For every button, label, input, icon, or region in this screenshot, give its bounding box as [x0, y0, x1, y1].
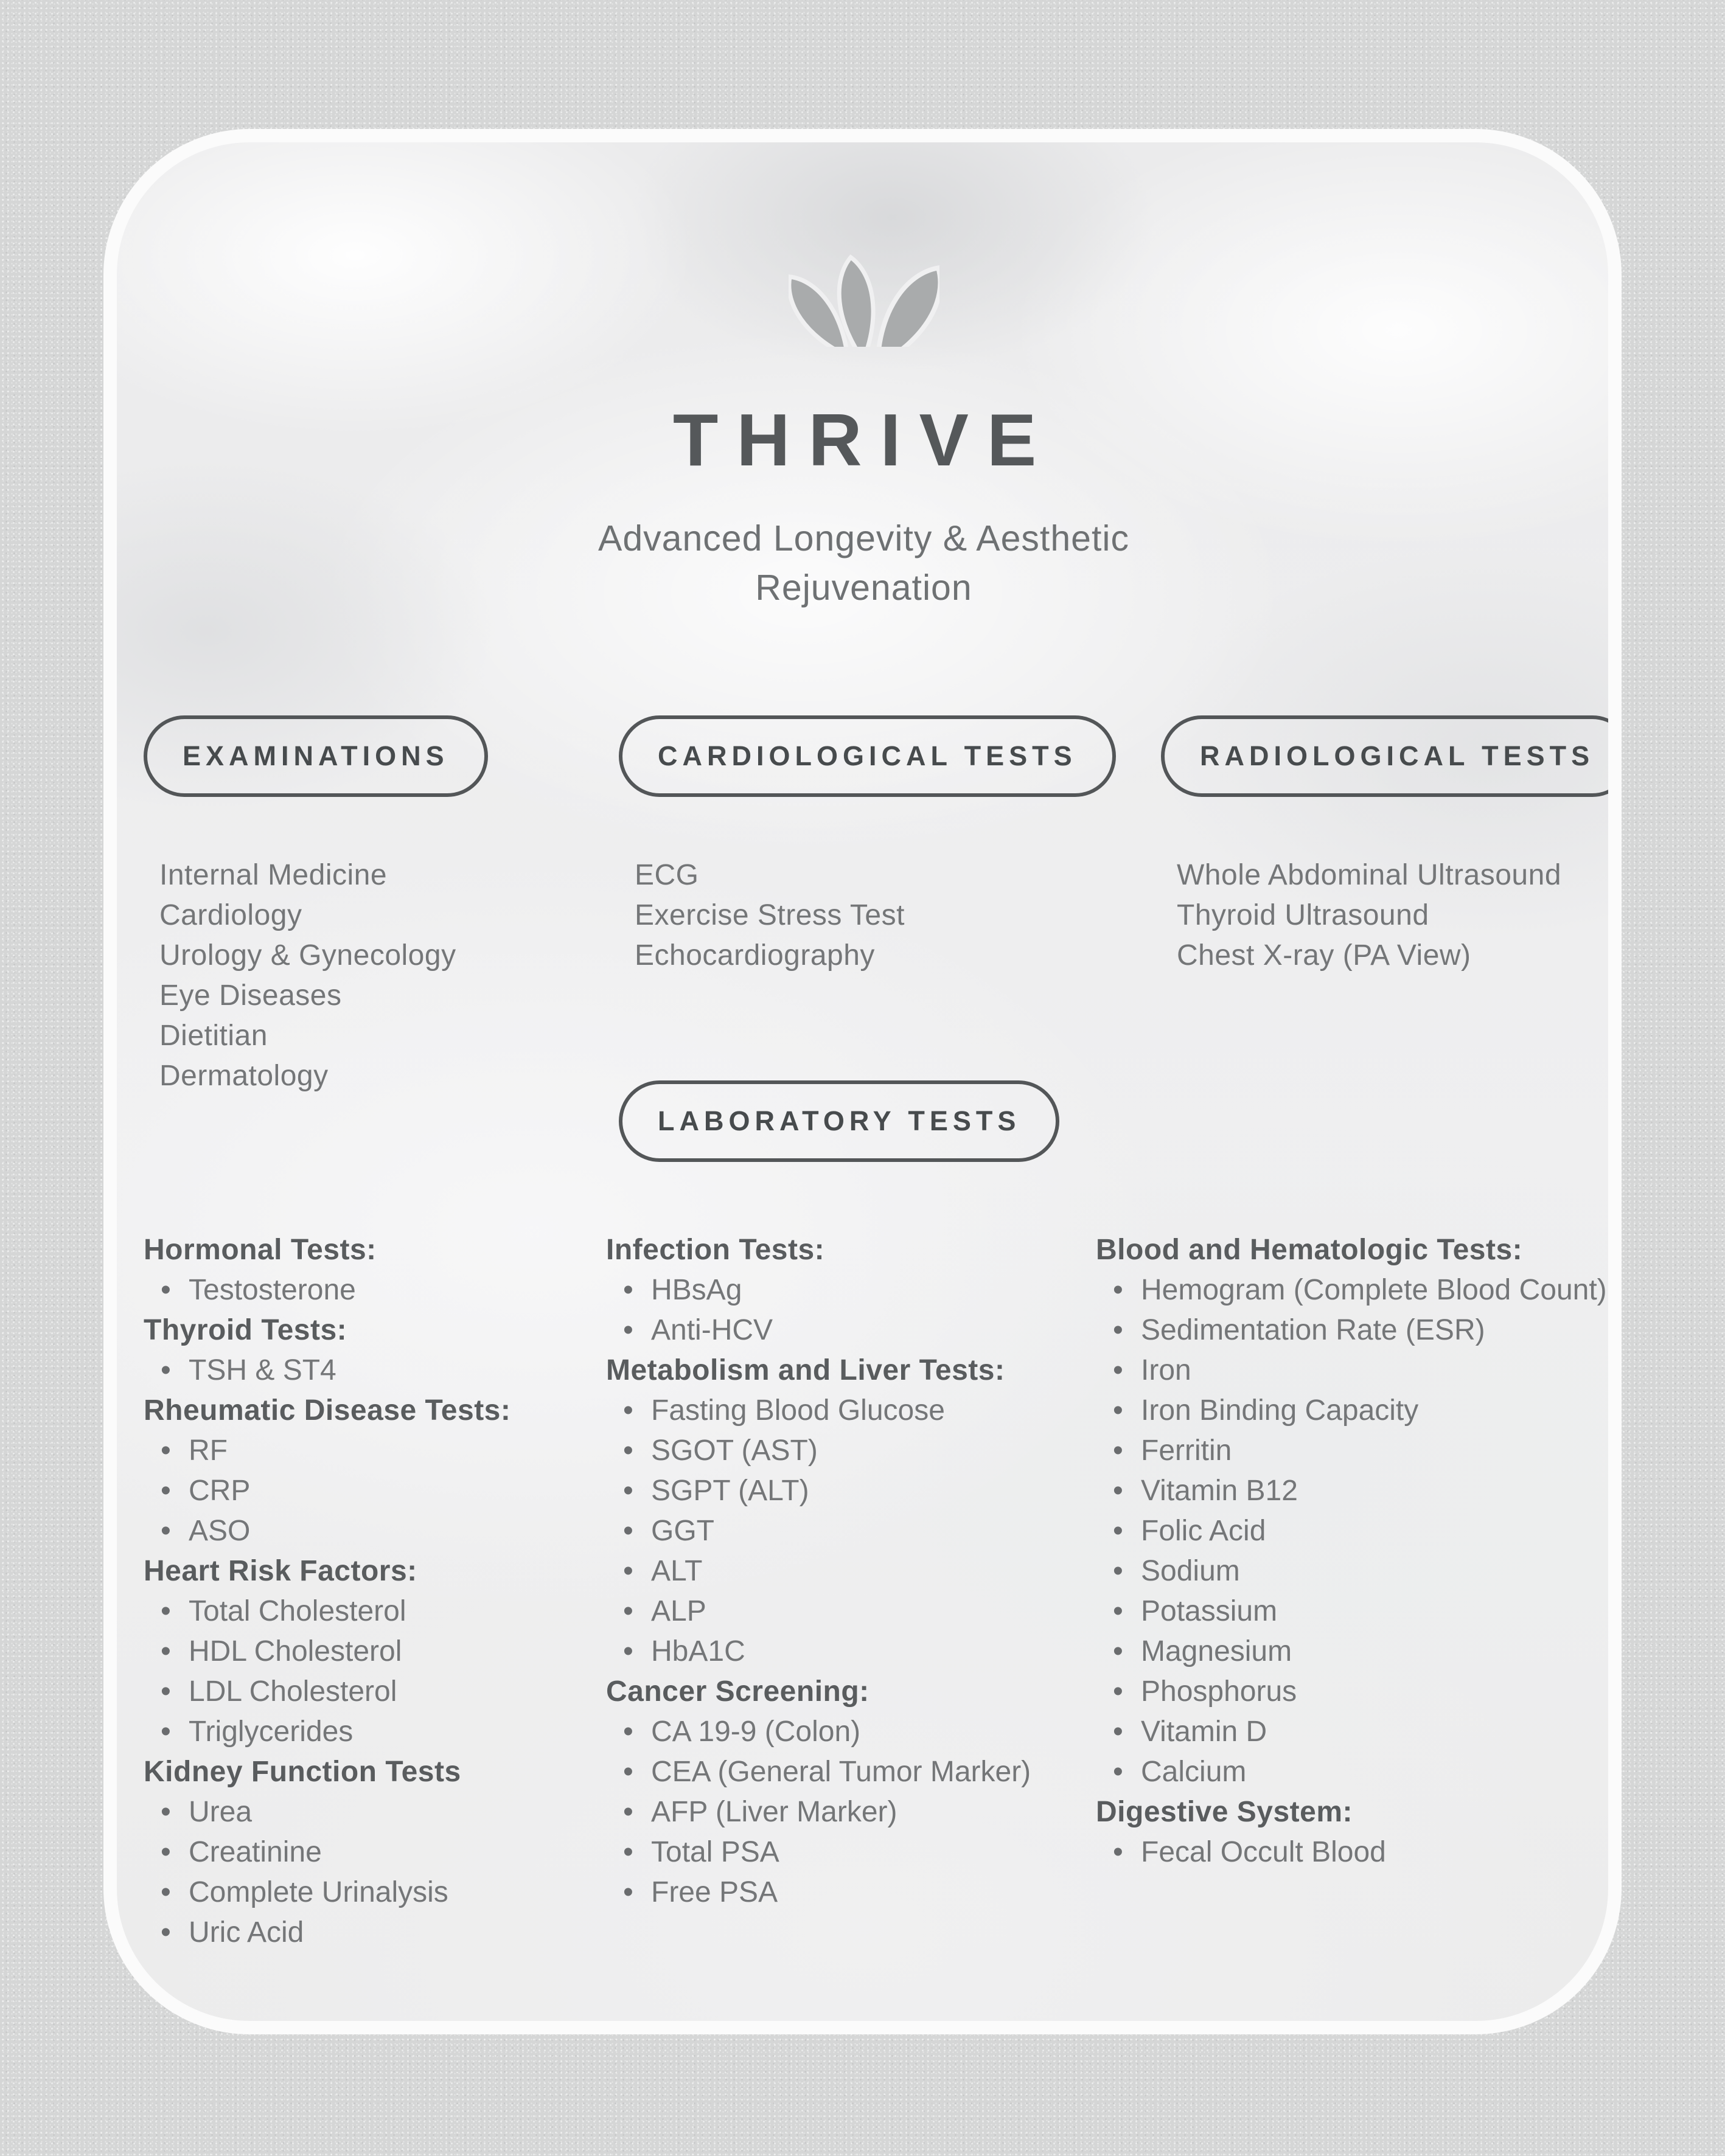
lab-entry: • ALP — [606, 1591, 1096, 1632]
lab-entry: • Triglycerides — [144, 1712, 606, 1752]
list-item: Thyroid Ultrasound — [1177, 899, 1429, 931]
lab-entry: • RF — [144, 1431, 606, 1471]
tagline-line-2: Rejuvenation — [755, 568, 972, 608]
flyer-content — [117, 142, 1608, 2021]
lab-entry: • Folic Acid — [1096, 1511, 1607, 1551]
pill-cardiological-tests: CARDIOLOGICAL TESTS — [619, 715, 1116, 797]
lab-entry: • Total Cholesterol — [144, 1591, 606, 1632]
lab-entry: • Creatinine — [144, 1832, 606, 1873]
list-item: Dietitian — [159, 1019, 268, 1052]
lab-entry: • CEA (General Tumor Marker) — [606, 1752, 1096, 1792]
thrive-logo — [144, 234, 1584, 350]
lab-entry: • Urea — [144, 1792, 606, 1832]
lab-entry: • Vitamin B12 — [1096, 1471, 1607, 1511]
list-item: Urology & Gynecology — [159, 939, 456, 972]
lab-column-1 — [144, 1230, 606, 1953]
lab-entry: • Calcium — [1096, 1752, 1607, 1792]
page-title: THRIVE — [672, 398, 1055, 481]
lab-entry: • HBsAg — [606, 1270, 1096, 1310]
lab-entry: • Free PSA — [606, 1873, 1096, 1913]
laboratory-columns-row — [144, 1230, 1607, 1953]
list-item: ECG — [635, 858, 699, 891]
cardiological-list — [619, 855, 1161, 976]
lab-entry: • Phosphorus — [1096, 1672, 1607, 1712]
radiological-list — [1161, 855, 1584, 976]
lab-entry: • TSH & ST4 — [144, 1351, 606, 1391]
pill-radiological-tests: RADIOLOGICAL TESTS — [1161, 715, 1622, 797]
examinations-list — [144, 855, 619, 1096]
lab-entry: • HbA1C — [606, 1632, 1096, 1672]
lab-entry: • GGT — [606, 1511, 1096, 1551]
lab-entry: • HDL Cholesterol — [144, 1632, 606, 1672]
lab-entry: Infection Tests: — [606, 1233, 825, 1266]
lab-entry: • ASO — [144, 1511, 606, 1551]
tagline-line-1: Advanced Longevity & Aesthetic — [598, 518, 1129, 558]
lab-entry: • Uric Acid — [144, 1913, 606, 1953]
section-pill-row — [144, 715, 1595, 797]
pill-laboratory-tests: LABORATORY TESTS — [619, 1080, 1059, 1162]
lab-entry: • Iron — [1096, 1351, 1607, 1391]
lab-entry: • AFP (Liver Marker) — [606, 1792, 1096, 1832]
list-item: Echocardiography — [635, 939, 875, 972]
flyer-card — [103, 129, 1622, 2034]
lab-column-2 — [606, 1230, 1096, 1913]
lab-entry: • CRP — [144, 1471, 606, 1511]
list-item: Chest X-ray (PA View) — [1177, 939, 1471, 972]
lab-entry: • Sodium — [1096, 1551, 1607, 1591]
lab-entry: Hormonal Tests: — [144, 1233, 377, 1266]
lab-entry: • Complete Urinalysis — [144, 1873, 606, 1913]
three-leaf-lotus-icon — [789, 234, 939, 347]
list-item: Eye Diseases — [159, 979, 342, 1012]
lab-entry: • Magnesium — [1096, 1632, 1607, 1672]
lab-entry: Kidney Function Tests — [144, 1755, 461, 1788]
lab-entry: • Sedimentation Rate (ESR) — [1096, 1310, 1607, 1351]
list-item: Internal Medicine — [159, 858, 388, 891]
lab-entry: • Fasting Blood Glucose — [606, 1391, 1096, 1431]
lab-entry: • Ferritin — [1096, 1431, 1607, 1471]
lab-entry: • SGPT (ALT) — [606, 1471, 1096, 1511]
lab-entry: Blood and Hematologic Tests: — [1096, 1233, 1523, 1266]
lab-entry: Digestive System: — [1096, 1795, 1353, 1828]
lab-entry: • LDL Cholesterol — [144, 1672, 606, 1712]
lab-entry: • Hemogram (Complete Blood Count) — [1096, 1270, 1607, 1310]
section-lists-row — [144, 855, 1584, 1096]
list-item: Whole Abdominal Ultrasound — [1177, 858, 1562, 891]
lab-entry: Cancer Screening: — [606, 1675, 869, 1708]
list-item: Cardiology — [159, 899, 302, 931]
lab-entry: Heart Risk Factors: — [144, 1554, 417, 1587]
lab-entry: • SGOT (AST) — [606, 1431, 1096, 1471]
lab-entry: • Total PSA — [606, 1832, 1096, 1873]
lab-entry: Rheumatic Disease Tests: — [144, 1394, 511, 1427]
lab-entry: • Fecal Occult Blood — [1096, 1832, 1607, 1873]
list-item: Exercise Stress Test — [635, 899, 905, 931]
lab-entry: • CA 19-9 (Colon) — [606, 1712, 1096, 1752]
lab-entry: • Potassium — [1096, 1591, 1607, 1632]
lab-entry: Thyroid Tests: — [144, 1313, 347, 1346]
pill-examinations: EXAMINATIONS — [144, 715, 488, 797]
list-item: Dermatology — [159, 1059, 329, 1092]
lab-entry: • Vitamin D — [1096, 1712, 1607, 1752]
lab-entry: • Anti-HCV — [606, 1310, 1096, 1351]
lab-column-3 — [1096, 1230, 1607, 1873]
lab-entry: • Iron Binding Capacity — [1096, 1391, 1607, 1431]
lab-entry: • ALT — [606, 1551, 1096, 1591]
brand-tagline — [144, 514, 1584, 613]
lab-entry: • Testosterone — [144, 1270, 606, 1310]
lab-entry: Metabolism and Liver Tests: — [606, 1354, 1005, 1386]
